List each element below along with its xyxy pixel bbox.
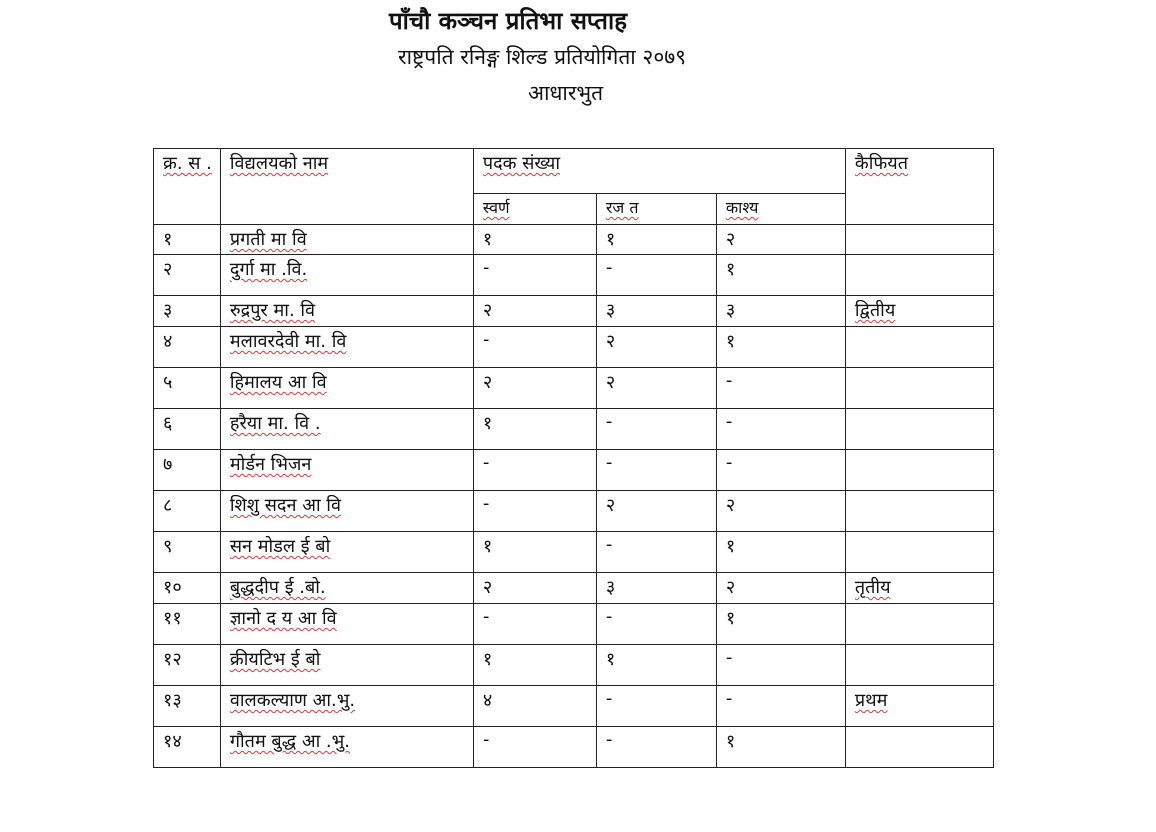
remarks-cell [845,368,993,409]
gold-count-cell: १ [473,225,596,255]
bronze-count-cell: - [716,409,845,450]
silver-count-cell: २ [596,491,716,532]
serial-cell: ६ [154,409,221,450]
gold-count-cell: - [473,255,596,296]
table-row [154,645,994,686]
serial-cell: १४ [154,727,221,768]
silver-count-cell: ३ [596,573,716,604]
table-row [154,327,994,368]
school-name-cell: दुर्गा मा .वि. [220,255,473,296]
school-name-cell: शिशु सदन आ वि [220,491,473,532]
table-row [154,255,994,296]
table-row [154,686,994,727]
serial-cell: १२ [154,645,221,686]
silver-count-cell: २ [596,368,716,409]
silver-count-cell: २ [596,327,716,368]
remarks-cell [845,450,993,491]
remarks-cell [845,409,993,450]
header-school: विद्यलयको नाम [220,149,473,225]
gold-count-cell: १ [473,409,596,450]
remarks-cell [845,645,993,686]
serial-cell: ९ [154,532,221,573]
serial-cell: १३ [154,686,221,727]
bronze-count-cell: - [716,450,845,491]
remarks-cell [845,604,993,645]
silver-count-cell: - [596,686,716,727]
school-name-cell: मोर्डन भिजन [220,450,473,491]
serial-cell: १० [154,573,221,604]
school-name-cell: मलावरदेवी मा. वि [220,327,473,368]
serial-cell: ८ [154,491,221,532]
table-row [154,296,994,327]
serial-cell: ११ [154,604,221,645]
serial-cell: ५ [154,368,221,409]
table-row [154,573,994,604]
remarks-cell [845,255,993,296]
remarks-cell: तृतीय [845,573,993,604]
medal-table [153,148,994,768]
school-name-cell: हिमालय आ वि [220,368,473,409]
school-name-cell: ज्ञानो द य आ वि [220,604,473,645]
silver-count-cell: - [596,532,716,573]
gold-count-cell: - [473,604,596,645]
school-name-cell: रुद्रपुर मा. वि [220,296,473,327]
bronze-count-cell: १ [716,604,845,645]
header-serial: क्र. स . [154,149,221,225]
document-subtitle: राष्ट्रपति रनिङ्ग शिल्ड प्रतियोगिता २०७९ [398,45,687,69]
silver-count-cell: - [596,255,716,296]
table-header-row [154,149,994,194]
remarks-cell: द्वितीय [845,296,993,327]
table-row [154,225,994,255]
silver-count-cell: ३ [596,296,716,327]
bronze-count-cell: २ [716,573,845,604]
school-name-cell: प्रगती मा वि [220,225,473,255]
remarks-cell [845,727,993,768]
remarks-cell [845,532,993,573]
gold-count-cell: २ [473,573,596,604]
gold-count-cell: २ [473,368,596,409]
silver-count-cell: - [596,604,716,645]
table-body [154,225,994,768]
table-row [154,409,994,450]
bronze-count-cell: - [716,686,845,727]
remarks-cell [845,491,993,532]
table-row [154,532,994,573]
gold-count-cell: - [473,727,596,768]
serial-cell: १ [154,225,221,255]
document-title: पाँचौ कञ्चन प्रतिभा सप्ताह [389,7,627,35]
bronze-count-cell: १ [716,532,845,573]
table-row [154,727,994,768]
gold-count-cell: - [473,450,596,491]
silver-count-cell: १ [596,645,716,686]
silver-count-cell: १ [596,225,716,255]
bronze-count-cell: २ [716,225,845,255]
header-remarks: कैफियत [845,149,993,225]
bronze-count-cell: ३ [716,296,845,327]
school-name-cell: हरैया मा. वि . [220,409,473,450]
gold-count-cell: १ [473,532,596,573]
bronze-count-cell: १ [716,727,845,768]
silver-count-cell: - [596,450,716,491]
silver-count-cell: - [596,409,716,450]
gold-count-cell: १ [473,645,596,686]
school-name-cell: बुद्धदीप ई .बो. [220,573,473,604]
header-silver: रज त [596,194,716,225]
gold-count-cell: ४ [473,686,596,727]
gold-count-cell: - [473,327,596,368]
table-row [154,368,994,409]
serial-cell: ७ [154,450,221,491]
remarks-cell [845,225,993,255]
remarks-cell: प्रथम [845,686,993,727]
gold-count-cell: २ [473,296,596,327]
silver-count-cell: - [596,727,716,768]
bronze-count-cell: २ [716,491,845,532]
bronze-count-cell: १ [716,327,845,368]
school-name-cell: सन मोडल ई बो [220,532,473,573]
header-bronze: काश्य [716,194,845,225]
bronze-count-cell: - [716,368,845,409]
remarks-cell [845,327,993,368]
serial-cell: २ [154,255,221,296]
header-medal-count: पदक संख्या [473,149,845,194]
school-name-cell: वालकल्याण आ.भु. [220,686,473,727]
table-row [154,491,994,532]
bronze-count-cell: १ [716,255,845,296]
table-row [154,604,994,645]
school-name-cell: क्रीयटिभ ई बो [220,645,473,686]
serial-cell: ३ [154,296,221,327]
document-level: आधारभुत [528,81,604,105]
bronze-count-cell: - [716,645,845,686]
school-name-cell: गौतम बुद्ध आ .भु. [220,727,473,768]
table-row [154,450,994,491]
serial-cell: ४ [154,327,221,368]
gold-count-cell: - [473,491,596,532]
header-gold: स्वर्ण [473,194,596,225]
